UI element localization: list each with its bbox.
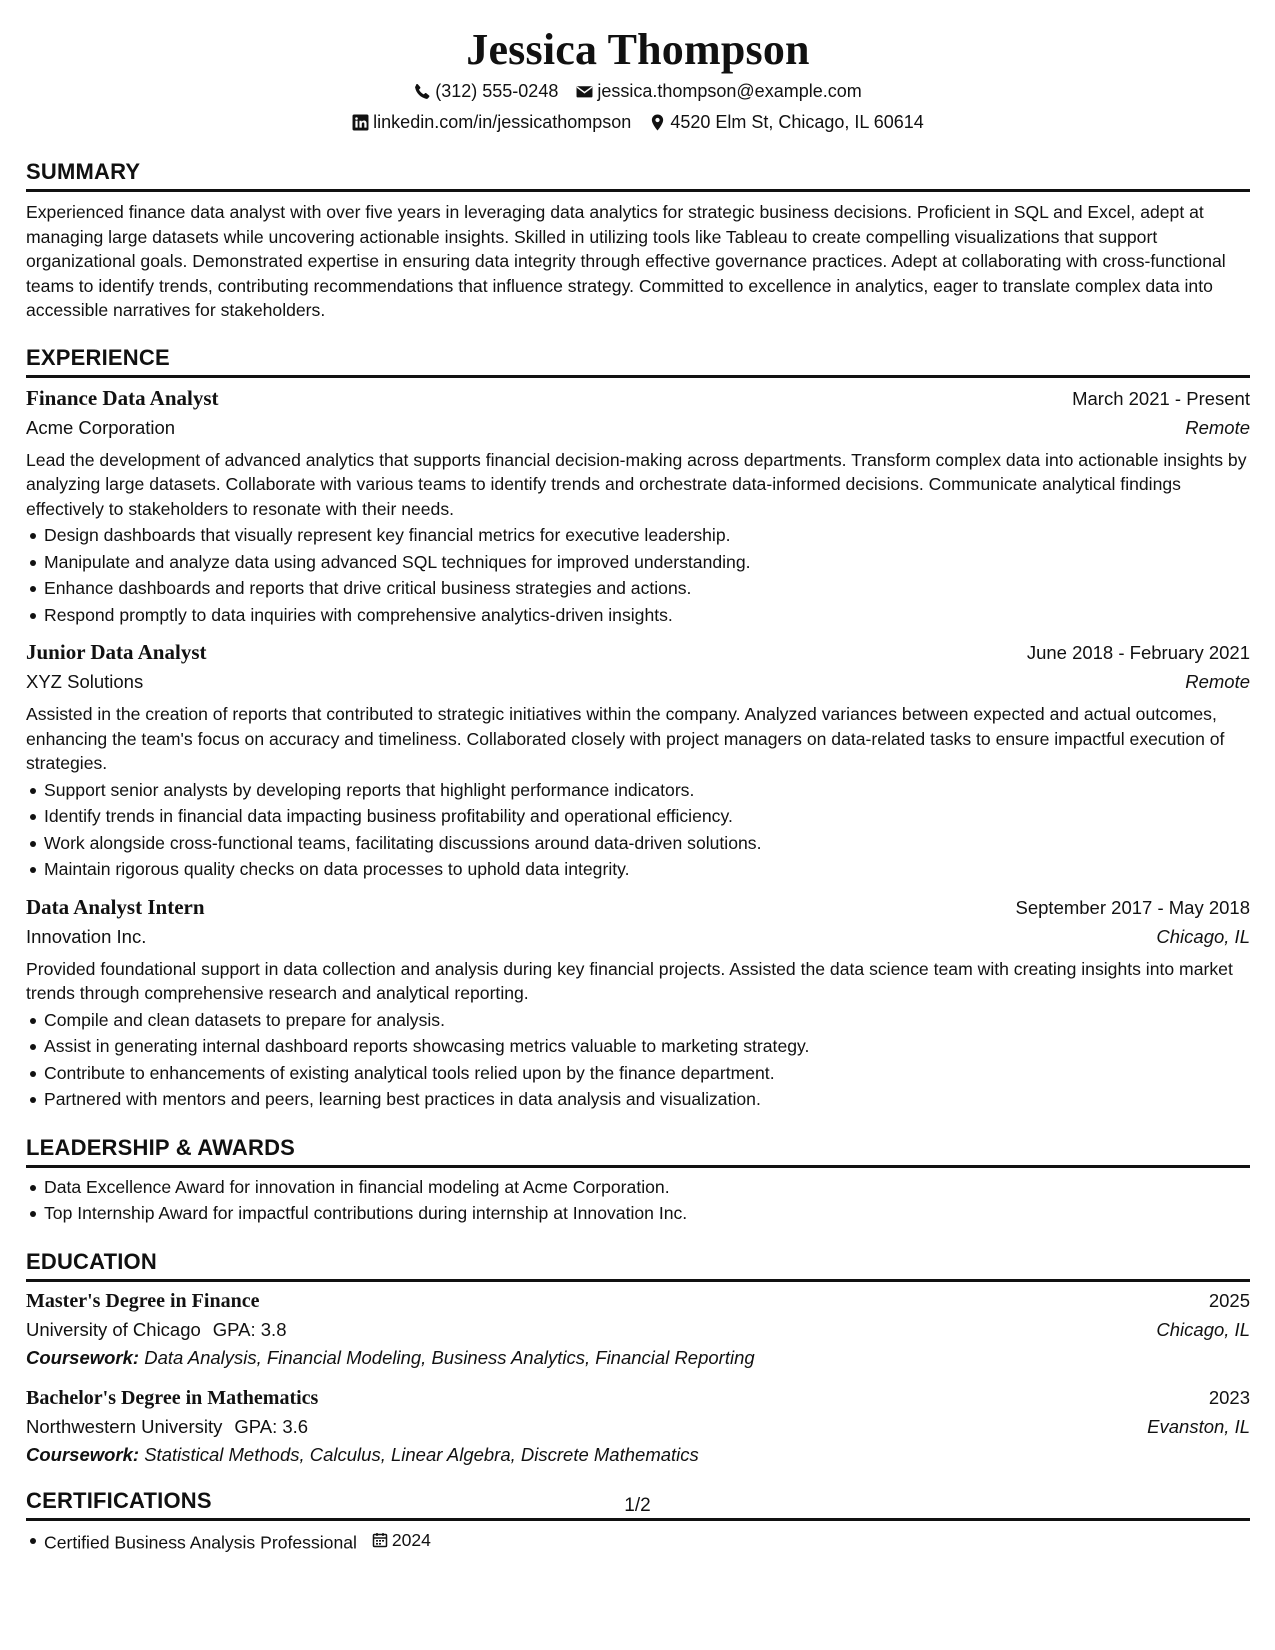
job-entry [26, 640, 1250, 883]
job-description: Assisted in the creation of reports that contributed to strategic initiatives within the company. Analyzed variances between expected and actual outcomes, enhancing the team's focus on accuracy and timeliness. Collaborated closely with project managers on data-related tasks to ensure impactful execution of strategies. [26, 704, 1225, 773]
section-heading: CERTIFICATIONS [26, 1488, 1250, 1521]
list-item: Partnered with mentors and peers, learning best practices in data analysis and visualization. [26, 1086, 1250, 1113]
summary-section [26, 159, 1250, 323]
gpa-text: GPA: 3.6 [234, 1415, 309, 1437]
list-item: Compile and clean datasets to prepare for analysis. [26, 1007, 1250, 1034]
coursework-text: Data Analysis, Financial Modeling, Business Analytics, Financial Reporting [144, 1346, 755, 1368]
school-location: Chicago, IL [1156, 1318, 1250, 1340]
section-heading: LEADERSHIP & AWARDS [26, 1135, 1250, 1168]
school-text: Northwestern University [26, 1415, 223, 1437]
address-text: 4520 Elm St, Chicago, IL 60614 [670, 112, 924, 132]
list-item [26, 1527, 1250, 1556]
contact-email[interactable] [576, 81, 861, 102]
job-company: Acme Corporation [26, 416, 176, 438]
list-item: Enhance dashboards and reports that drive critical business strategies and actions. [26, 575, 1250, 602]
coursework-label: Coursework: [26, 1346, 140, 1368]
cert-name: Certified Business Analysis Professional [44, 1531, 357, 1552]
list-item: Identify trends in financial data impacting business profitability and operational efficiency. [26, 803, 1250, 830]
education-entry [26, 1290, 1250, 1369]
education-entry [26, 1387, 1250, 1466]
list-item: Contribute to enhancements of existing analytical tools relied upon by the finance department. [26, 1060, 1250, 1087]
contact-phone[interactable] [414, 81, 558, 102]
job-title: Junior Data Analyst [26, 640, 207, 664]
list-item: Design dashboards that visually represent key financial metrics for executive leadership. [26, 522, 1250, 549]
school-text: University of Chicago [26, 1318, 201, 1340]
list-item: Support senior analysts by developing reports that highlight performance indicators. [26, 777, 1250, 804]
envelope-icon [576, 83, 593, 100]
page-number: 1/2 [624, 1495, 651, 1516]
job-company: XYZ Solutions [26, 671, 144, 692]
job-description: Lead the development of advanced analytics that supports financial decision-making across departments. Transform complex data into actionable insights by analyzing large datasets. Collaborate with various teams to identify trends and orchestrate data-informed decisions. Communicate analytical findings effectively to stakeholders to resonate with their needs. [26, 449, 1247, 519]
job-title: Data Analyst Intern [26, 894, 205, 919]
job-dates: March 2021 - Present [1072, 387, 1250, 409]
awards-section [26, 1135, 1250, 1227]
linkedin-icon [352, 114, 369, 131]
list-item: Data Excellence Award for innovation in financial modeling at Acme Corporation. [26, 1174, 1250, 1201]
certifications-list [26, 1527, 1250, 1556]
coursework [26, 1444, 1250, 1466]
education-section [26, 1249, 1250, 1466]
contact-row-1 [26, 81, 1250, 102]
list-item: Assist in generating internal dashboard reports showcasing metrics valuable to marketing strategy. [26, 1033, 1250, 1060]
phone-text: (312) 555-0248 [435, 81, 559, 101]
coursework-text: Statistical Methods, Calculus, Linear Algebra, Discrete Mathematics [144, 1443, 699, 1465]
awards-list [26, 1174, 1250, 1227]
job-dates: September 2017 - May 2018 [1015, 896, 1250, 918]
school-name [26, 1416, 308, 1438]
job-location: Remote [1185, 416, 1250, 438]
job-description: Provided foundational support in data collection and analysis during key financial projects. Assisted the data science team with creating insights into market trends through comprehensive research and analytical reporting. [26, 958, 1233, 1003]
cert-year: 2024 [391, 1529, 431, 1550]
graduation-year: 2025 [1208, 1289, 1250, 1311]
job-location: Remote [1185, 671, 1250, 692]
contact-linkedin[interactable] [352, 112, 631, 133]
list-item: Top Internship Award for impactful contributions during internship at Innovation Inc. [26, 1200, 1250, 1227]
cert-date [372, 1527, 431, 1554]
list-item: Maintain rigorous quality checks on data processes to uphold data integrity. [26, 856, 1250, 883]
job-location: Chicago, IL [1156, 925, 1250, 947]
experience-section [26, 345, 1250, 1113]
resume-page [26, 0, 1250, 1555]
list-item: Manipulate and analyze data using advanced SQL techniques for improved understanding. [26, 549, 1250, 576]
calendar-icon [372, 1532, 388, 1548]
job-bullets [26, 777, 1250, 883]
section-heading: EXPERIENCE [26, 345, 1250, 378]
job-dates: June 2018 - February 2021 [1026, 642, 1250, 663]
job-bullets [26, 1007, 1250, 1113]
contact-address [649, 112, 924, 133]
section-heading: EDUCATION [26, 1249, 1250, 1282]
coursework-label: Coursework: [26, 1443, 140, 1465]
list-item: Work alongside cross-functional teams, facilitating discussions around data-driven solutions. [26, 830, 1250, 857]
list-item: Respond promptly to data inquiries with comprehensive analytics-driven insights. [26, 602, 1250, 629]
linkedin-text: linkedin.com/in/jessicathompson [373, 112, 632, 132]
school-location: Evanston, IL [1147, 1415, 1250, 1437]
email-text: jessica.thompson@example.com [597, 81, 862, 101]
job-company: Innovation Inc. [26, 925, 147, 947]
contact-row-2 [26, 112, 1250, 133]
graduation-year: 2023 [1208, 1386, 1250, 1408]
candidate-name: Jessica Thompson [466, 25, 810, 74]
section-heading: SUMMARY [26, 159, 1250, 192]
coursework [26, 1347, 1250, 1369]
summary-text: Experienced finance data analyst with over five years in leveraging data analytics for strategic business decisions. Proficient in SQL and Excel, adept at managing large datasets while uncovering actionable insights. Skilled in utilizing tools like Tableau to create compelling visualizations that support organizational goals. Demonstrated expertise in ensuring data integrity through effective governance practices. Adept at collaborating with cross-functional teams to identify trends, contributing recommendations that influence strategy. Committed to excellence in analytics, eager to translate complex data into accessible narratives for stakeholders. [26, 202, 1226, 320]
map-pin-icon [649, 114, 666, 131]
degree-title: Bachelor's Degree in Mathematics [26, 1386, 319, 1409]
job-entry [26, 386, 1250, 629]
school-name [26, 1319, 287, 1341]
job-bullets [26, 522, 1250, 628]
job-entry [26, 895, 1250, 1113]
degree-title: Master's Degree in Finance [26, 1289, 260, 1312]
job-title: Finance Data Analyst [26, 385, 219, 410]
phone-icon [414, 83, 431, 100]
gpa-text: GPA: 3.8 [212, 1318, 287, 1340]
